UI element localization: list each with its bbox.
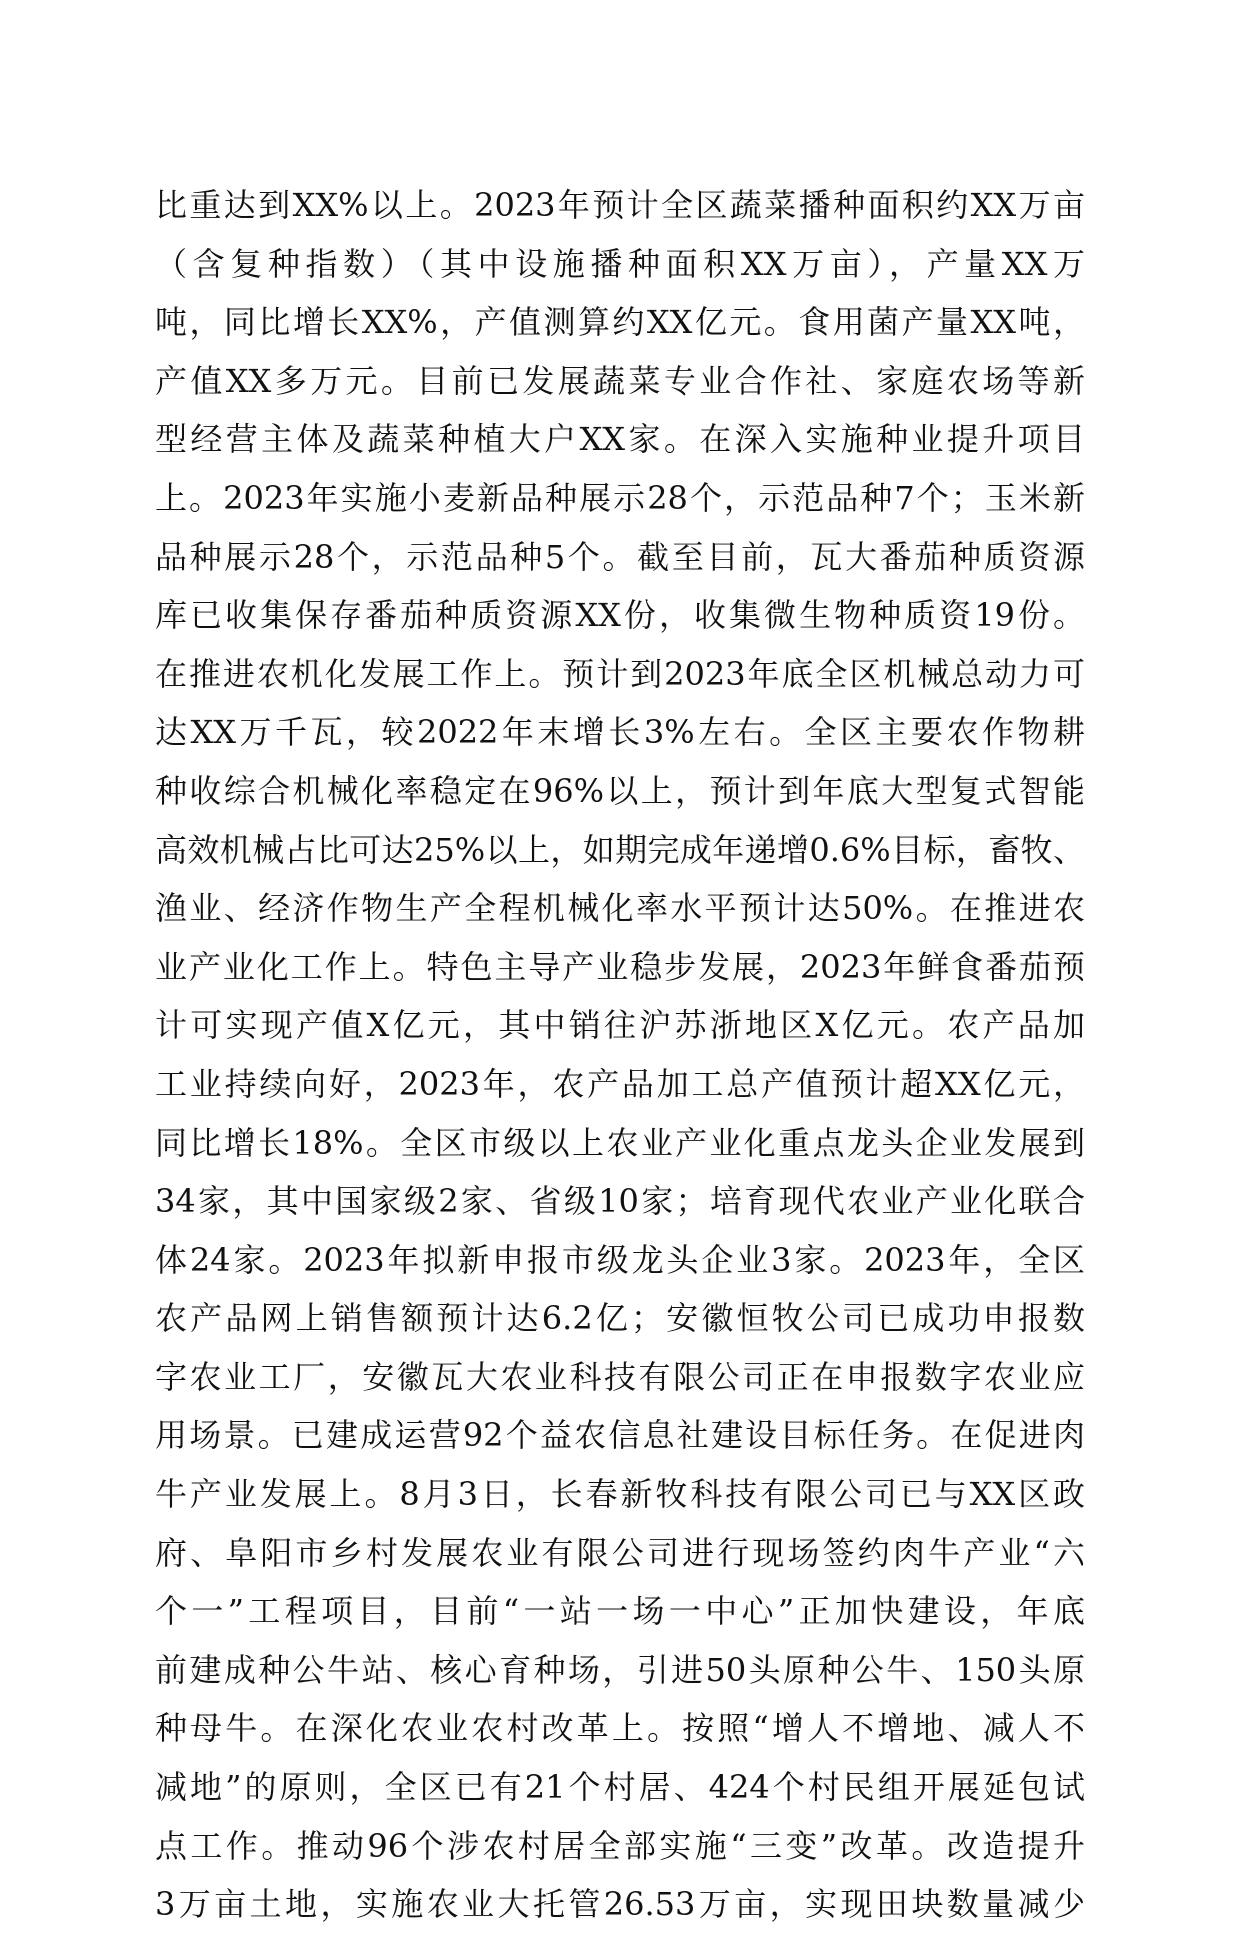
text-line: 同比增长18%。全区市级以上农业产业化重点龙头企业发展到 [155,1123,1085,1162]
text-line: 渔业、经济作物生产全程机械化率水平预计达50%。在推进农 [155,889,1085,928]
text-line: 种母牛。在深化农业农村改革上。按照“增人不增地、减人不 [155,1709,1085,1748]
text-line: 减地”的原则，全区已有21个村居、424个村民组开展延包试 [155,1768,1085,1807]
text-line: 34家，其中国家级2家、省级10家；培育现代农业产业化联合 [155,1182,1085,1221]
text-line: 3万亩土地，实施农业大托管26.53万亩，实现田块数量减少 [155,1885,1085,1924]
text-line: 种收综合机械化率稳定在96%以上，预计到年底大型复式智能 [155,771,1085,810]
text-line: 品种展示28个，示范品种5个。截至目前，瓦大番茄种质资源 [155,537,1085,576]
text-line: （含复种指数）（其中设施播种面积XX万亩），产量XX万 [155,244,1085,283]
text-line: 达XX万千瓦，较2022年末增长3%左右。全区主要农作物耕 [155,713,1085,752]
text-line: 比重达到XX%以上。2023年预计全区蔬菜播种面积约XX万亩 [155,186,1085,224]
text-line: 型经营主体及蔬菜种植大户XX家。在深入实施种业提升项目 [155,420,1085,459]
text-line: 吨，同比增长XX%，产值测算约XX亿元。食用菌产量XX吨， [155,303,1085,342]
text-line: 高效机械占比可达25%以上，如期完成年递增0.6%目标，畜牧、 [155,830,1085,869]
text-line: 计可实现产值X亿元，其中销往沪苏浙地区X亿元。农产品加 [155,1006,1085,1045]
text-line: 点工作。推动96个涉农村居全部实施“三变”改革。改造提升 [155,1826,1085,1865]
body-paragraph [155,176,1085,1934]
text-line: 前建成种公牛站、核心育种场，引进50头原种公牛、150头原 [155,1650,1085,1689]
text-line: 库已收集保存番茄种质资源XX份，收集微生物种质资19份。 [155,596,1085,635]
text-line: 业产业化工作上。特色主导产业稳步发展，2023年鲜食番茄预 [155,947,1085,986]
text-line: 上。2023年实施小麦新品种展示28个，示范品种7个；玉米新 [155,478,1085,517]
text-line: 牛产业发展上。8月3日，长春新牧科技有限公司已与XX区政 [155,1475,1085,1514]
text-line: 工业持续向好，2023年，农产品加工总产值预计超XX亿元， [155,1064,1085,1103]
text-line: 在推进农机化发展工作上。预计到2023年底全区机械总动力可 [155,654,1085,693]
text-line: 农产品网上销售额预计达6.2亿；安徽恒牧公司已成功申报数 [155,1299,1085,1338]
text-line: 体24家。2023年拟新申报市级龙头企业3家。2023年，全区 [155,1240,1085,1279]
text-line: 产值XX多万元。目前已发展蔬菜专业合作社、家庭农场等新 [155,361,1085,400]
text-line: 个一”工程项目，目前“一站一场一中心”正加快建设，年底 [155,1592,1085,1631]
text-line: 字农业工厂，安徽瓦大农业科技有限公司正在申报数字农业应 [155,1357,1085,1396]
text-line: 用场景。已建成运营92个益农信息社建设目标任务。在促进肉 [155,1416,1085,1455]
text-line: 府、阜阳市乡村发展农业有限公司进行现场签约肉牛产业“六 [155,1533,1085,1572]
